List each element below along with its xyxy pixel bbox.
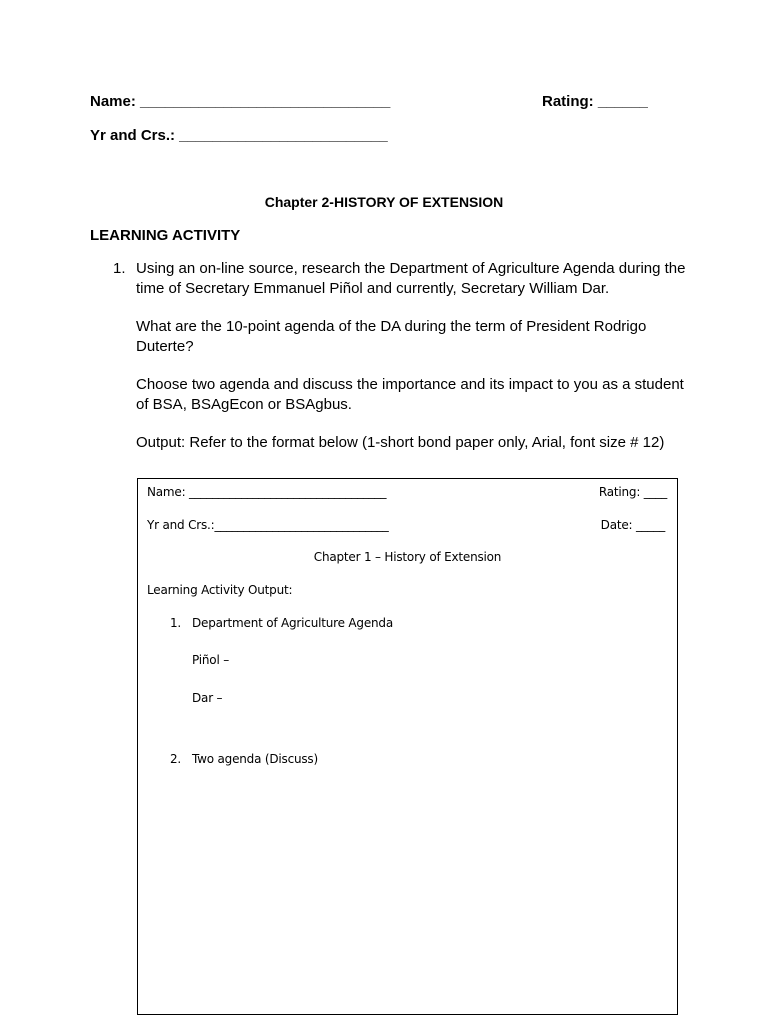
format-chapter-title: Chapter 1 – History of Extension bbox=[313, 550, 502, 564]
format-year-course-label: Yr and Crs.:______________________________ bbox=[147, 518, 389, 532]
name-field-label: Name: ______________________________ bbox=[90, 93, 391, 110]
output-format-box bbox=[137, 478, 678, 1015]
format-dar-line: Dar – bbox=[192, 691, 223, 705]
instruction-paragraph-2: What are the 10-point agenda of the DA during the term of President Rodrigo Duterte? bbox=[136, 318, 647, 355]
format-item-text-2: Two agenda (Discuss) bbox=[192, 752, 318, 766]
format-pinol-line: Piñol – bbox=[192, 653, 230, 667]
format-item-number-1: 1. bbox=[170, 616, 182, 630]
format-item-text-1: Department of Agriculture Agenda bbox=[192, 616, 394, 630]
rating-field-label: Rating: ______ bbox=[542, 93, 648, 110]
page-title: Chapter 2-HISTORY OF EXTENSION bbox=[264, 194, 504, 210]
instruction-paragraph-4: Output: Refer to the format below (1-short bond paper only, Arial, font size # 12) bbox=[136, 434, 665, 451]
section-heading: LEARNING ACTIVITY bbox=[90, 227, 241, 244]
instruction-paragraph-1: Using an on-line source, research the Department of Agriculture Agenda during the time of Secretary Emmanuel Piñol and currently, Secretary William Dar. bbox=[136, 260, 686, 297]
format-output-label: Learning Activity Output: bbox=[147, 583, 293, 597]
format-name-label: Name: __________________________________ bbox=[147, 485, 387, 499]
year-course-field-label: Yr and Crs.: _________________________ bbox=[90, 127, 388, 144]
format-date-label: Date: _____ bbox=[600, 518, 665, 532]
item-number: 1. bbox=[113, 260, 126, 277]
format-rating-label: Rating: ____ bbox=[598, 485, 667, 499]
instruction-paragraph-3: Choose two agenda and discuss the importance and its impact to you as a student of BSA, BSAgEcon or BSAgbus. bbox=[136, 376, 684, 413]
format-item-number-2: 2. bbox=[170, 752, 182, 766]
